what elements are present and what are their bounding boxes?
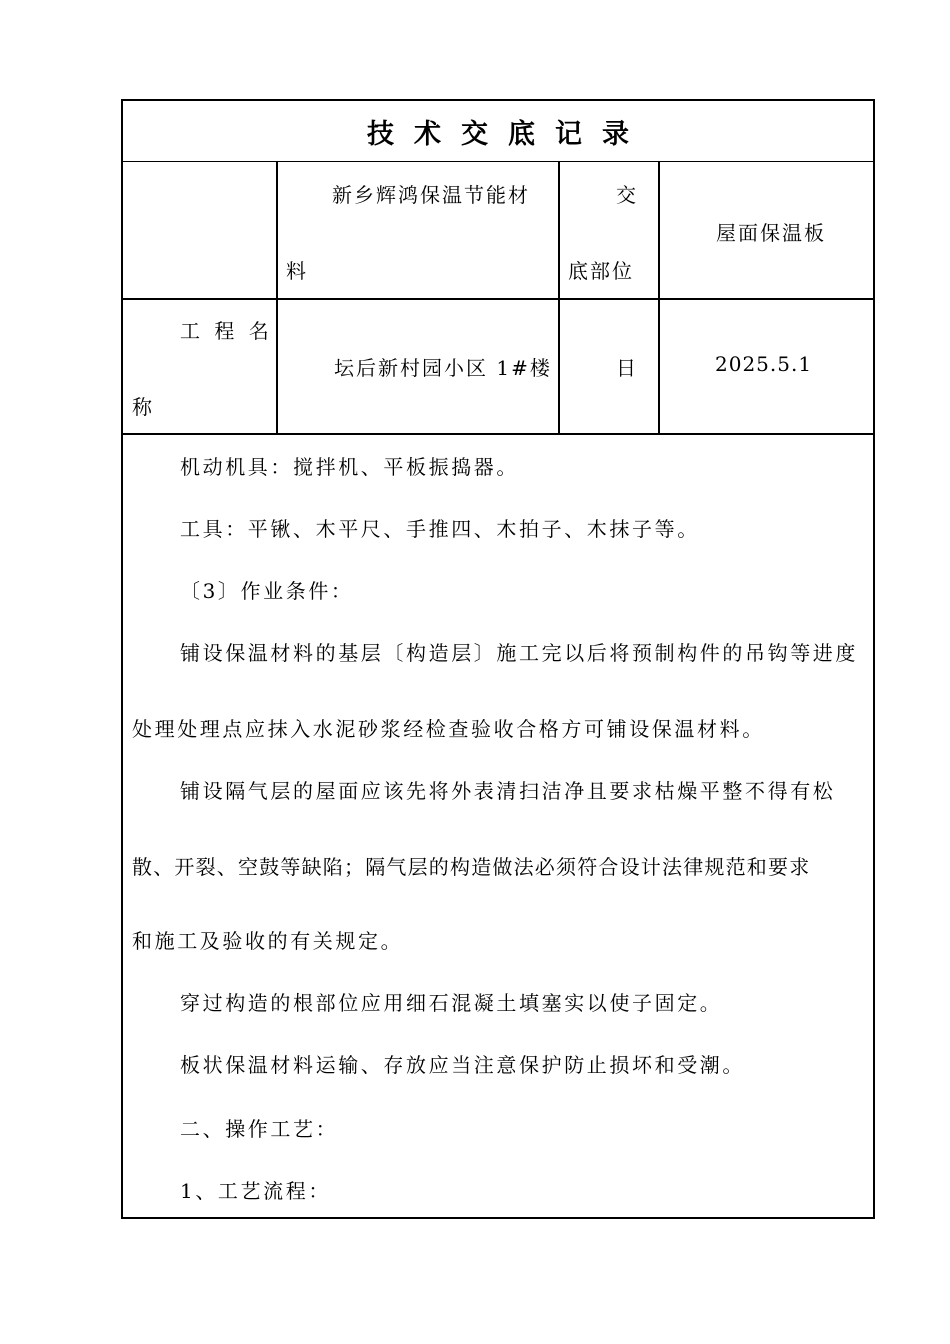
header-bottom-divider bbox=[123, 433, 873, 435]
body-line: 板状保温材料运输、存放应当注意保护防止损坏和受潮。 bbox=[180, 1053, 745, 1077]
unit-value-line1: 新乡辉鸿保温节能材 bbox=[332, 183, 530, 207]
header-col-divider-2 bbox=[558, 162, 560, 434]
body-line: 工具：平锹、木平尺、手推四、木拍子、木抹子等。 bbox=[180, 517, 700, 541]
body-line: 穿过构造的根部位应用细石混凝土填塞实以使子固定。 bbox=[180, 991, 723, 1015]
body-line: 和施工及验收的有关规定。 bbox=[132, 929, 404, 953]
body-line: 机动机具：搅拌机、平板振捣器。 bbox=[180, 455, 519, 479]
unit-value-line2: 料 bbox=[286, 259, 308, 283]
project-label-line1: 工 程 名 bbox=[180, 319, 273, 343]
body-line: 二、操作工艺： bbox=[180, 1117, 339, 1141]
project-value: 坛后新村园小区 1#楼 bbox=[334, 356, 552, 380]
date-value: 2025.5.1 bbox=[715, 352, 813, 376]
date-label: 日 bbox=[616, 356, 638, 380]
form-title-row bbox=[123, 101, 873, 162]
form-title: 技术交底记录 bbox=[367, 118, 649, 150]
header-row-divider bbox=[123, 298, 873, 300]
body-line: 处理处理点应抹入水泥砂浆经检查验收合格方可铺设保温材料。 bbox=[132, 717, 765, 741]
body-line: 散、开裂、空鼓等缺陷；隔气层的构造做法必须符合设计法律规范和要求 bbox=[132, 855, 811, 879]
location-label-line1: 交 bbox=[616, 183, 638, 207]
location-label-line2: 底部位 bbox=[568, 259, 634, 283]
body-line: 铺设隔气层的屋面应该先将外表清扫洁净且要求枯燥平整不得有松 bbox=[180, 779, 836, 803]
header-col-divider-3 bbox=[658, 162, 660, 434]
body-line: 铺设保温材料的基层〔构造层〕施工完以后将预制构件的吊钩等进度 bbox=[180, 641, 858, 665]
body-line: 1、工艺流程： bbox=[180, 1179, 331, 1203]
location-value: 屋面保温板 bbox=[716, 221, 826, 245]
body-line: 〔3〕作业条件： bbox=[180, 579, 354, 603]
header-col-divider-1 bbox=[276, 162, 278, 434]
project-label-line2: 称 bbox=[132, 395, 154, 419]
technical-disclosure-form bbox=[121, 99, 875, 1219]
